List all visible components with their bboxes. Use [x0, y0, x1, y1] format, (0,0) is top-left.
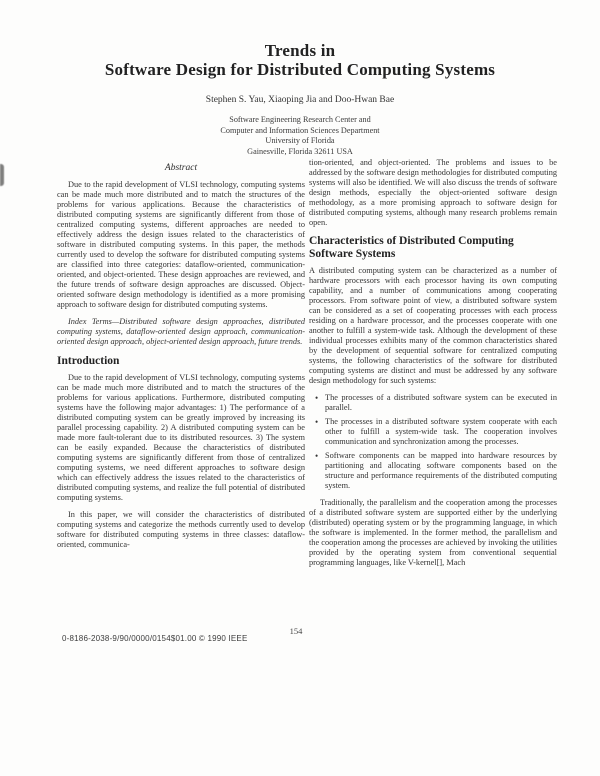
- intro-paragraph-1: Due to the rapid development of VLSI technology, computing systems can be made much more distributed and to match the structures of the problems for various applications. Furthermore, distributed computing systems have the following major advantages: 1) The performance of a distributed computing system can be greatly improved by increasing its parallel processing capability. 2) A distributed computing system can be made more fault-tolerant due to its distributed resources. 3) The system can be easily expanded. Because the characteristics of distributed computing systems are significantly different from those of centralized computing systems, we need different approaches to software design which can effectively address the issues related to the characteristics of distributed computing systems, and realize the full potential of distributed computing systems.: [57, 373, 305, 502]
- bullet-item-text: The processes in a distributed software system cooperate with each other to fulfill a system-wide task. The cooperation involves communication and synchronization among the processes.: [325, 417, 557, 446]
- authors-line: Stephen S. Yau, Xiaoping Jia and Doo-Hwan Bae: [205, 95, 395, 105]
- bullet-item-text: The processes of a distributed software system can be executed in parallel.: [325, 393, 557, 412]
- title-block: [0, 41, 600, 79]
- intro-paragraph-2: In this paper, we will consider the characteristics of distributed computing systems and categorize the methods currently used to develop software for distributed computing systems in three classes: dataflow-oriented, communica-: [57, 510, 305, 549]
- scan-edge-artifact: [0, 164, 4, 186]
- affiliation-block: [0, 115, 600, 157]
- left-column: [57, 163, 305, 557]
- page-title-line1: Trends in: [264, 41, 336, 60]
- characteristics-bullet-list: [309, 393, 557, 491]
- affiliation-line: Computer and Information Sciences Department: [220, 125, 380, 135]
- copyright-notice: 0-8186-2038-9/90/0000/0154$01.00 © 1990 IEEE: [62, 634, 248, 643]
- index-terms: Index Terms—Distributed software design approaches, distributed computing systems, dataflow-oriented design approach, communication-oriented design approach, object-oriented design approach, future trends.: [57, 317, 305, 346]
- continuation-paragraph: tion-oriented, and object-oriented. The problems and issues to be addressed by the software design methodologies for distributed computing systems will also be identified. We will also discuss the trends of software design methods, especially the object-oriented software design methodology, as a more promising approach to software design for distributed computing systems, although many research problems remain open.: [309, 158, 557, 227]
- bullet-item: [315, 393, 557, 413]
- page-title-line2: Software Design for Distributed Computing Systems: [104, 60, 496, 79]
- page-number: 154: [289, 626, 303, 636]
- abstract-text: Due to the rapid development of VLSI technology, computing systems can be made much more distributed and to match the structures of the problems for various applications. Because the characteristics of distributed computing systems are significantly different from those of centralized computing systems, different approaches are needed to effectively address the design issues related to the characteristics of software in distributed computing systems. In this paper, the methods currently used to develop the software for distributed computing systems are classified into three categories: dataflow-oriented, communication-oriented, and object-oriented. These design approaches are reviewed, and the future trends of software design approaches are discussed. Object-oriented software design methodology is identified as a more promising approach to software design for distributed computing systems.: [57, 180, 305, 309]
- section-paragraph: A distributed computing system can be characterized as a number of hardware processors with each processor having its own computing capability, and a number of communications among cooperating processors. From software point of view, a distributed software system can be considered as a set of cooperating processes with each process residing on a hardware processor, and the processes cooperate with one another to fulfill a system-wide task. Although the development of these individual processes exhibits many of the common characteristics shared by the development of sequential software for centralized computing systems, the following characteristics of the software for distributed computing systems are distinct and must be addressed by any software design methodology for such systems:: [309, 266, 557, 385]
- affiliation-line: Gainesville, Florida 32611 USA: [247, 146, 353, 156]
- bullet-item-text: Software components can be mapped into hardware resources by partitioning and allocating software components based on the structure and performance requirements of the distributed computing system.: [325, 451, 557, 490]
- right-column: [309, 158, 557, 575]
- affiliation-line: University of Florida: [265, 136, 335, 145]
- section-heading-characteristics: Characteristics of Distributed Computing Software Systems: [309, 235, 514, 260]
- closing-paragraph: Traditionally, the parallelism and the cooperation among the processes of a distributed software system are supported either by the underlying (distributed) operating system or by the programming language, in which the software is implemented. In the former method, the parallelism and the cooperation among the processes are achieved by invoking the utilities provided by the operating system from conventional sequential programming languages, like V-kernel[], Mach: [309, 498, 557, 567]
- bullet-item: [315, 417, 557, 447]
- abstract-heading: Abstract: [164, 163, 198, 173]
- affiliation-line: Software Engineering Research Center and: [229, 115, 371, 124]
- introduction-heading: Introduction: [57, 355, 120, 367]
- bullet-item: [315, 451, 557, 491]
